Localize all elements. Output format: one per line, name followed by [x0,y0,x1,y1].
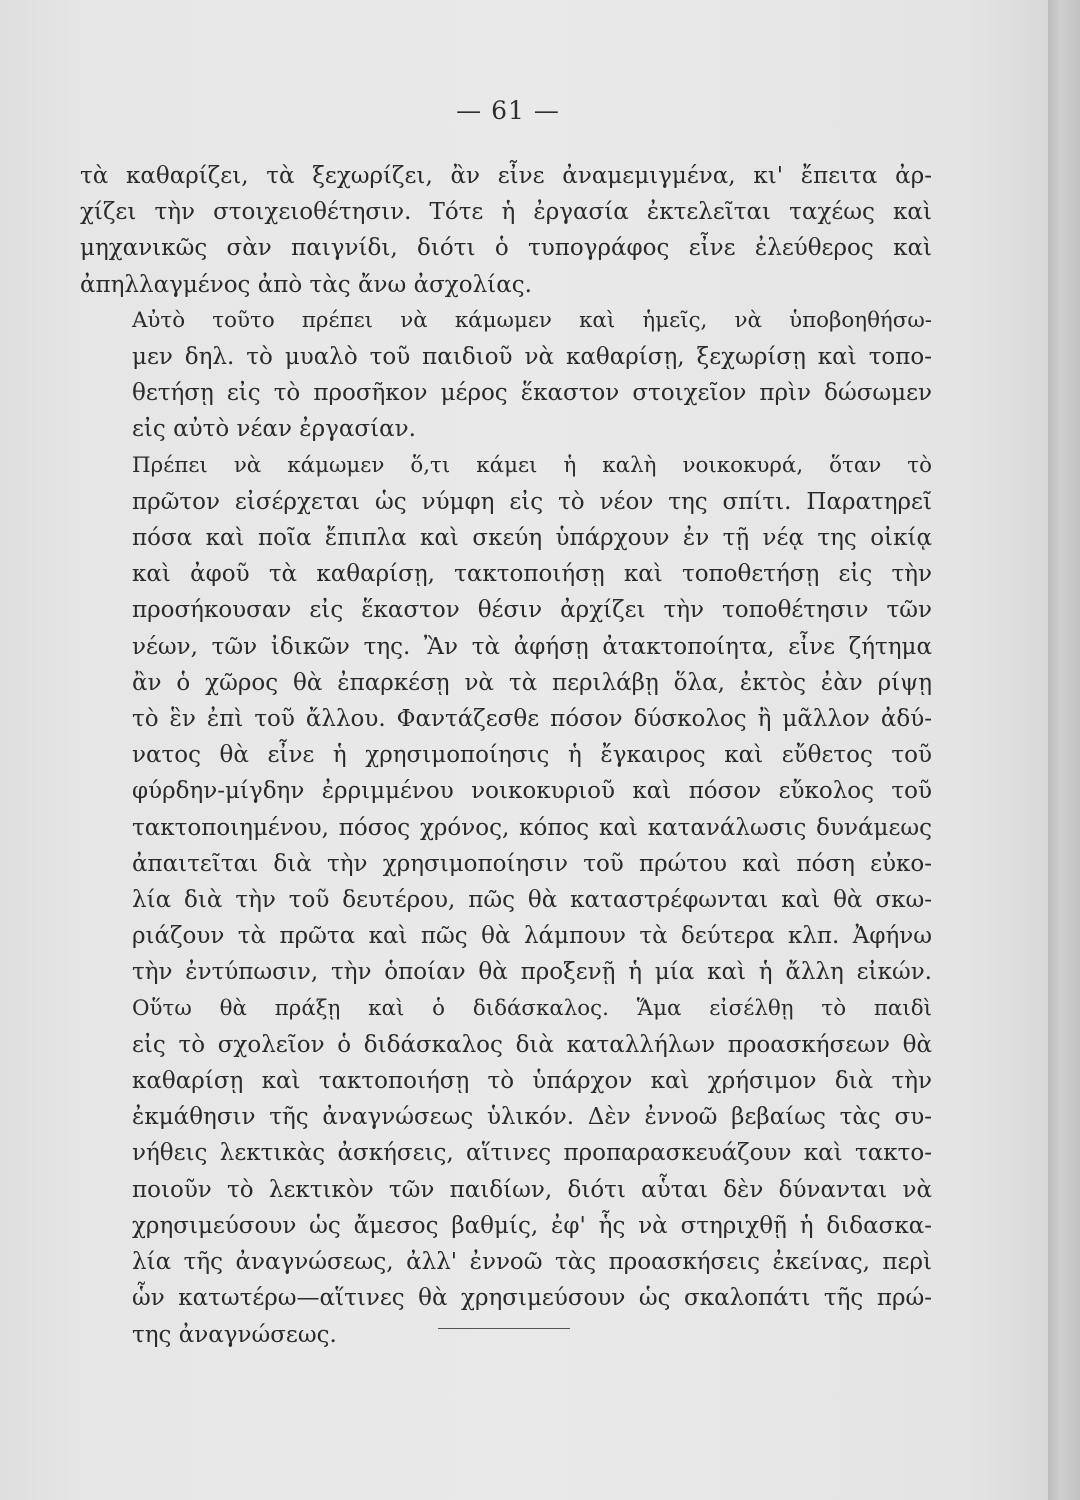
text-line: καθαρίσῃ καὶ τακτοποιήσῃ τὸ ὑπάρχον καὶ χρήσιμον διὰ τὴν [132,1068,932,1095]
text-line: χρησιμεύσουν ὡς ἄμεσος βαθμίς, ἐφ' ἧς νὰ στηριχθῇ ἡ διδασκα- [132,1212,932,1239]
text-line: ἀπαιτεῖται διὰ τὴν χρησιμοποίησιν τοῦ πρώτου καὶ πόση εὐκο- [132,850,932,877]
text-line: νέων, τῶν ἰδικῶν της. Ἂν τὰ ἀφήσῃ ἀτακτοποίητα, εἶνε ζήτημα [132,633,932,660]
text-line: Αὐτὸ τοῦτο πρέπει νὰ κάμωμεν καὶ ἡμεῖς, νὰ ὑποβοηθήσω- [132,307,932,333]
text-line: ὧν κατωτέρω—αἵτινες θὰ χρησιμεύσουν ὡς σκαλοπάτι τῆς πρώ- [132,1285,932,1312]
text-line: ριάζουν τὰ πρῶτα καὶ πῶς θὰ λάμπουν τὰ δεύτερα κλπ. Ἀφήνω [132,923,932,950]
page-number: — 61 — [456,96,560,125]
page-edge [1048,0,1080,1500]
text-line: εἰς τὸ σχολεῖον ὁ διδάσκαλος διὰ καταλλήλων προασκήσεων θὰ [132,1031,932,1058]
paragraph-1 [80,158,932,303]
text-line: ἐκμάθησιν τῆς ἀναγνώσεως ὑλικόν. Δὲν ἐννοῶ βεβαίως τὰς συ- [132,1104,932,1131]
text-line: θετήσῃ εἰς τὸ προσῆκον μέρος ἕκαστον στοιχεῖον πρὶν δώσωμεν [132,380,932,407]
text-line: Πρέπει νὰ κάμωμεν ὅ,τι κάμει ἡ καλὴ νοικοκυρά, ὅταν τὸ [132,452,932,478]
text-line: μηχανικῶς σὰν παιγνίδι, διότι ὁ τυπογράφος εἶνε ἐλεύθερος καὶ [80,235,932,262]
text-line: εἰς αὐτὸ νέαν ἐργασίαν. [132,416,416,443]
text-line: τὴν ἐντύπωσιν, τὴν ὁποίαν θὰ προξενῇ ἡ μία καὶ ἡ ἄλλη εἰκών. [132,959,932,986]
text-line: της ἀναγνώσεως. [132,1321,337,1348]
text-line: πόσα καὶ ποῖα ἔπιπλα καὶ σκεύη ὑπάρχουν ἐν τῇ νέᾳ της οἰκίᾳ [132,525,932,552]
text-line: ἀπηλλαγμένος ἀπὸ τὰς ἄνω ἀσχολίας. [80,271,532,298]
text-line: λία διὰ τὴν τοῦ δευτέρου, πῶς θὰ καταστρέφωνται καὶ θὰ σκω- [132,887,932,914]
text-line: καὶ ἀφοῦ τὰ καθαρίσῃ, τακτοποιήσῃ καὶ τοποθετήσῃ εἰς τὴν [132,561,932,588]
end-rule [438,1328,570,1329]
text-line: τακτοποιημένου, πόσος χρόνος, κόπος καὶ κατανάλωσις δυνάμεως [132,814,932,841]
text-line: τὰ καθαρίζει, τὰ ξεχωρίζει, ἂν εἶνε ἀναμεμιγμένα, κι' ἔπειτα ἀρ- [80,163,932,189]
text-line: Οὕτω θὰ πράξῃ καὶ ὁ διδάσκαλος. Ἅμα εἰσέλθῃ τὸ παιδὶ [132,995,932,1021]
paragraph-4 [80,991,932,1353]
text-line: τὸ ἓν ἐπὶ τοῦ ἄλλου. Φαντάζεσθε πόσον δύσκολος ἢ μᾶλλον ἀδύ- [132,706,932,733]
text-line: νήθεις λεκτικὰς ἀσκήσεις, αἵτινες προπαρασκευάζουν καὶ τακτο- [132,1140,932,1167]
text-line: προσήκουσαν εἰς ἕκαστον θέσιν ἀρχίζει τὴν τοποθέτησιν τῶν [132,597,932,624]
text-line: χίζει τὴν στοιχειοθέτησιν. Τότε ἡ ἐργασία ἐκτελεῖται ταχέως καὶ [80,199,932,226]
text-line: νατος θὰ εἶνε ἡ χρησιμοποίησις ἡ ἔγκαιρος καὶ εὔθετος τοῦ [132,742,932,769]
body-text [80,158,932,1353]
text-line: πρῶτον εἰσέρχεται ὡς νύμφη εἰς τὸ νέον της σπίτι. Παρατηρεῖ [132,488,932,515]
text-line: φύρδην-μίγδην ἐρριμμένου νοικοκυριοῦ καὶ πόσον εὔκολος τοῦ [132,778,932,805]
text-line: μεν δηλ. τὸ μυαλὸ τοῦ παιδιοῦ νὰ καθαρίσῃ, ξεχωρίσῃ καὶ τοπο- [132,344,932,371]
paragraph-2 [80,303,932,448]
paragraph-3 [80,448,932,991]
text-line: ποιοῦν τὸ λεκτικὸν τῶν παιδίων, διότι αὗται δὲν δύνανται νὰ [132,1176,932,1203]
text-line: ἂν ὁ χῶρος θὰ ἐπαρκέσῃ νὰ τὰ περιλάβῃ ὅλα, ἐκτὸς ἐὰν ρίψῃ [132,669,932,696]
text-line: λία τῆς ἀναγνώσεως, ἀλλ' ἐννοῶ τὰς προασκήσεις ἐκείνας, περὶ [132,1249,932,1276]
